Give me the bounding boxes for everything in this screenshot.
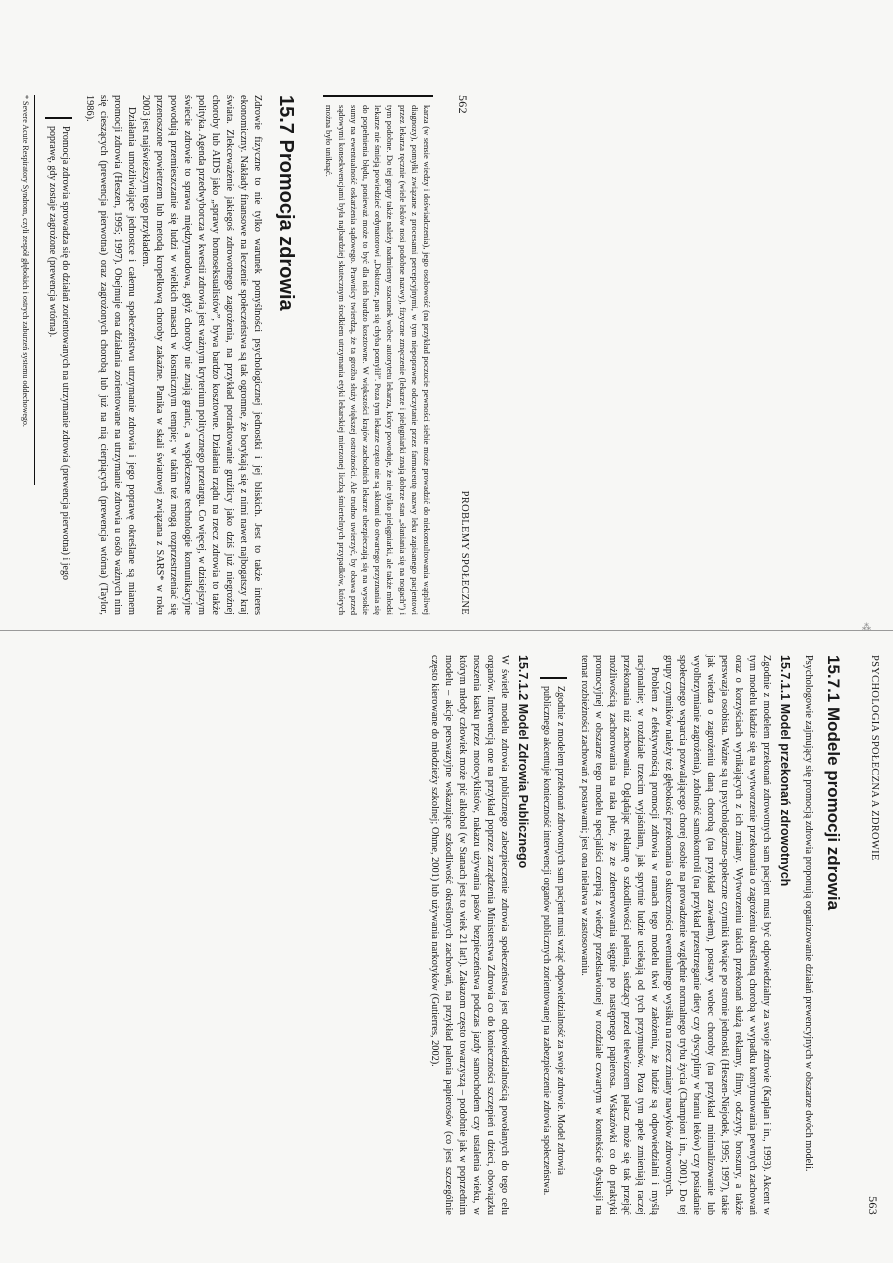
footnote-sars: * Severe Acute Respiratory Syndrom, czyli zespół głębokich i ostrych zaburzeń systemu oddechowego. bbox=[20, 95, 30, 427]
paragraph-modele-intro: Psychologowie zajmujący się promocją zdrowia proponują organizowanie działań prewencyjnych w obszarze dwóch modeli. bbox=[803, 655, 814, 1172]
scan-smudge: ⁂ bbox=[862, 622, 871, 632]
page-spine-divider bbox=[0, 630, 893, 631]
footnote-rule bbox=[34, 95, 35, 485]
right-page-number: 563 bbox=[866, 1196, 880, 1215]
section-title-modele: 15.7.1 Modele promocji zdrowia bbox=[824, 655, 843, 911]
left-page bbox=[20, 95, 470, 615]
subsection-title-health-belief: 15.7.1.1 Model przekonań zdrowotnych bbox=[778, 655, 792, 887]
paragraph-health-promotion-definition: Działania umożliwiające jednostce i całemu społeczeństwu utrzymanie zdrowia i jego poprawę określane są mianem promocji zdrowia (Heszen, 1995; 1997). Obejmuje ona działania zorientowane na utrzymanie zdrowia u osób ważnych nim się cieszących (prewencja pierwotna) oraz zagrożonych chorobą lub już na nią cierpiących (prewencja wtórna) (Taylor, 1986). bbox=[84, 95, 138, 615]
medical-error-box: karza (w sensie wiedzy i doświadczenia), jego osobowość (na przykład poczucie pewności siebie może prowadzić do niekonsultowania wątpliwej diagnozy), pomyłki związane z procesami percepcyjnymi, w tym niepoprawne odczytanie przez farmaceutę nazwy leku zapisanego pacjentowi przez lekarza ręcznie (wiele leków nosi podobne nazwy), fizyczne zmęczenie (lekarze i pielęgniarki znają dobrze stan „słaniania się na nogach”) i tym podobne. Do tej grupy także należy nadmierny szacunek wobec autorytetu lekarza, który powoduje, że nie tylko pielęgniarki, ale także młodsi lekarze nie śmieją powiedzieć ordynatorowi „Doktorze, pan się chyba pomylił”. Poza tym lekarze często nie są skłonni do otwartego przyznania się do popełnienia błędu, ponieważ może to być dla nich bardzo kosztowne. W większości krajów zachodnich lekarze ubezpieczają się na wysokie sumy na ewentualność oskarżenia sądowego. Prawnicy twierdzą, że ta groźba służy większej ostrożności. Ale trudno uwierzyć, by obawa przed sądowymi konsekwencjami była najbardziej skutecznym środkiem utrzymania etyki lekarskiej mierzonej liczbą śmiertelnych przypadków, których można było uniknąć. bbox=[323, 95, 433, 615]
paragraph-health-belief-2: Problem z efektywnością promocji zdrowia w ramach tego modelu tkwi w założeniu, że ludzie są odpowiedzialni i myślą racjonalnie; w rozdziale trzecim wyjaśniłam, jak sprytnie ludzie uciekają od tych przymusów. Poza tym apele zmieniają raczej przekonania niż zachowania. Oglądając reklamę o szkodliwości palenia, siedzący przed telewizorem palacz może się tak przejąć możliwością zachorowania na raka płuc, że ze zdenerwowania sięgnie po następnego papierosa. Wskazówki co do praktyki promocyjnej w obszarze tego modelu specjaliści czerpią z wiedzy przedstawionej w rozdziale czwartym w kontekście dyskusji na temat rozbieżności zachowań z postawami; jest ona nielatwa w zastosowaniu. bbox=[579, 655, 660, 1215]
paragraph-public-health: W świetle modelu zdrowia publicznego zabezpieczenie zdrowia społeczeństwa jest odpowiedzialnością powołanych do tego celu organów. Interwencją one na przykład poprzez zarządzenia Ministerstwa Zdrowia co do konieczności szczepień u dzieci, obowiązku noszenia kasku przez motocyklistów, nakazu używania pasów bezpieczeństwa podczas jazdy samochodem czy ustalenia wieku, w którym młody człowiek może pić alkohol (w Stanach jest to wiek 21 lat!). Zakazom często towarzyszą – podobnie jak w poprzednim modelu – akcje perswazyjne wskazujące szkodliwość określonych zachowań, na przykład palenia papierosów (co jest szczególnie często kierowane do młodzieży szkolnej; Ohme, 2001) lub używania narkotyków (Gutierres, 2002). bbox=[428, 655, 510, 1215]
left-running-head-title: PROBLEMY SPOŁECZNE bbox=[459, 490, 470, 615]
right-running-head bbox=[865, 655, 880, 1215]
left-running-head bbox=[455, 95, 470, 615]
right-running-head-title: PSYCHOLOGIA SPOŁECZNA A ZDROWIE bbox=[869, 655, 880, 861]
subsection-title-public-health: 15.7.1.2 Model Zdrowia Publicznego bbox=[515, 655, 530, 869]
paragraph-health-belief-1: Zgodnie z modelem przekonań zdrowotnych sam pacjent musi być odpowiedzialny za swoje zdrowie (Kaplan i in., 1993). Akcent w tym modelu kładzie się na wytworzenie przekonania o zagrożeniu określoną chorobą w wypadku kontynuowania pewnych zachowań oraz o korzyściach wynikających z ich zmiany. Wytworzeniu takich przekonań służą reklamy, filmy, odczyty, broszury, a także perswazja osobista. Ważne są tu psychologiczno-społeczne czynniki tkwiące po stronie jednostki (Heszen-Niejodek, 1995; 1997), takie jak wiedza o zagrożeniu daną chorobą (na przykład zawałem), postawy wobec choroby (na przykład minimalizowanie lub wyolbrzymianie zagrożenia), zdolność samokontroli (na przykład przestrzeganie diety czy dyscypliny w braniu leków) czy posiadanie społecznego wsparcia pozwalającego chorej osobie na prowadzenie względnie normalnego trybu życia (Champion i in., 2001). Do tej grupy czynników należy też głębokość przekonania o skuteczności ewentualnego wysiłku na rzecz zmiany nawyków zdrowotnych. bbox=[663, 655, 772, 1215]
section-title-promocja: 15.7 Promocja zdrowia bbox=[275, 95, 298, 311]
pull-quote-prevention: Promocja zdrowia sprowadza się do działań zorientowanych na utrzymanie zdrowia (prewencja pierwotna) i jego poprawę, gdy zostaje zagrożone (prewencja wtórna). bbox=[45, 117, 72, 607]
right-page bbox=[428, 655, 880, 1215]
pull-quote-models: Zgodnie z modelem przekonań zdrowotnych sam pacjent musi wziąć odpowiedzialność za swoje zdrowie. Model zdrowia publicznego akcentuje konieczność interwencji organów publicznych zorientowanej na zabezpieczenie zdrowia społeczeństwa. bbox=[540, 677, 567, 1207]
paragraph-health-economics: Zdrowie fizyczne to nie tylko warunek pomyślności psychologicznej jednostki i jej bliskich. Jest to także interes ekonomiczny. Nakłady finansowe na leczenie społeczeństwa są tak ogromne, że borykają się z nimi nawet najbogatszy kraj świata. Zlekceważenie jakiegoś zdrowotnego zagrożenia, na przykład potraktowanie gruźlicy jako dziś już niegroźnej choroby lub AIDS jako „sprawy homoseksualistów”, bywa bardzo kosztowne. Działania rządu na rzecz zdrowia to także polityka. Agenda przedwyborcza w kwestii zdrowia jest ważnym kryterium politycznego przetargu. Co więcej, w dzisiejszym świecie zdrowie to sprawa międzynarodowa, gdyż choroby nie znają granic, a współczesne technologie komunikacyjne powodują przemieszczanie się ludzi w wielkich masach w kosmicznym tempie; w takim też mogą rozprzestrzeniać się przenoszone powietrzem lub metodą kropelkową choroby zakaźne. Panika w skali światowej związana z SARS* w roku 2003 jest najświeższym tego przykładem. bbox=[140, 95, 264, 615]
left-page-number: 562 bbox=[456, 95, 470, 114]
